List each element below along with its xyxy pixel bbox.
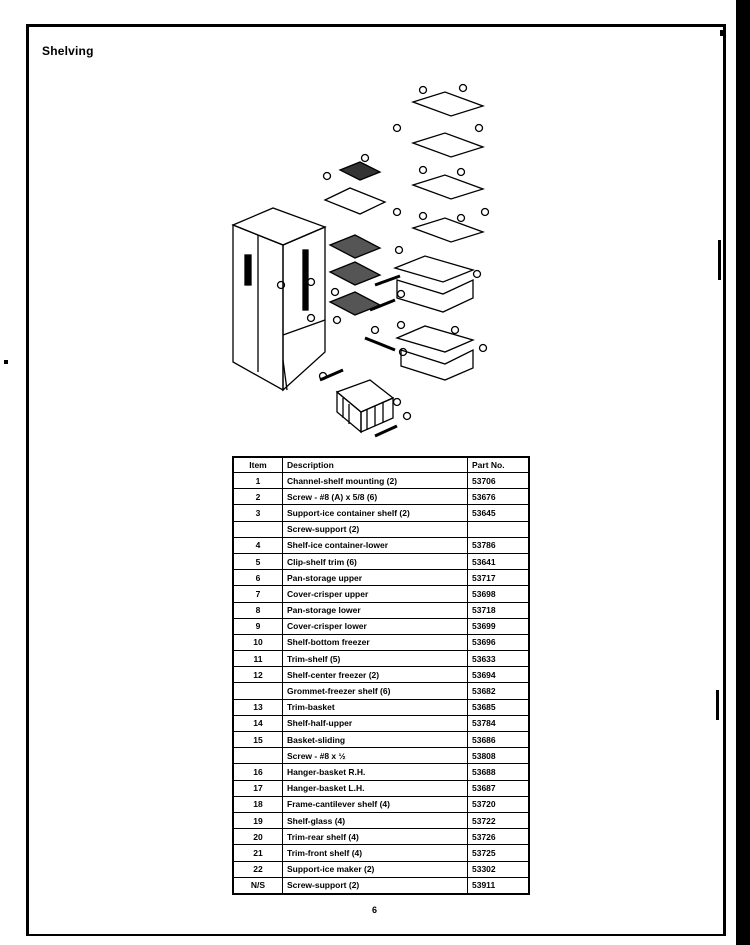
row-item: 18 <box>233 796 283 812</box>
row-description: Trim-basket <box>283 699 468 715</box>
row-part-number: 53687 <box>468 780 530 796</box>
row-item: 8 <box>233 602 283 618</box>
table-row <box>233 812 529 828</box>
row-description: Pan-storage upper <box>283 570 468 586</box>
callout-markers <box>278 85 489 420</box>
row-description: Cover-crisper upper <box>283 586 468 602</box>
section-title: Shelving <box>42 44 94 58</box>
row-part-number: 53784 <box>468 715 530 731</box>
row-item <box>233 521 283 537</box>
row-item: 20 <box>233 829 283 845</box>
row-part-number: 53696 <box>468 634 530 650</box>
row-part-number: 53786 <box>468 537 530 553</box>
scan-edge-strip <box>736 0 750 945</box>
row-part-number: 53911 <box>468 877 530 894</box>
row-item: 21 <box>233 845 283 861</box>
row-part-number: 53302 <box>468 861 530 877</box>
row-part-number: 53688 <box>468 764 530 780</box>
table-row <box>233 505 529 521</box>
row-part-number: 53706 <box>468 473 530 489</box>
row-item: 3 <box>233 505 283 521</box>
row-part-number: 53808 <box>468 748 530 764</box>
row-item: 15 <box>233 732 283 748</box>
row-item <box>233 748 283 764</box>
row-item: 9 <box>233 618 283 634</box>
row-description: Support-ice maker (2) <box>283 861 468 877</box>
row-item: 6 <box>233 570 283 586</box>
exploded-parts-diagram <box>225 80 525 445</box>
row-item: 1 <box>233 473 283 489</box>
refrigerator-cabinet <box>233 208 325 390</box>
table-row <box>233 618 529 634</box>
row-description: Screw - #8 x ½ <box>283 748 468 764</box>
table-row <box>233 553 529 569</box>
row-description: Shelf-center freezer (2) <box>283 667 468 683</box>
parts-table <box>232 456 530 895</box>
table-row <box>233 732 529 748</box>
row-description: Shelf-bottom freezer <box>283 634 468 650</box>
row-item: 7 <box>233 586 283 602</box>
header-item: Item <box>233 457 283 473</box>
header-part-number: Part No. <box>468 457 530 473</box>
row-description: Screw - #8 (A) x 5/8 (6) <box>283 489 468 505</box>
row-item: 13 <box>233 699 283 715</box>
row-description: Grommet-freezer shelf (6) <box>283 683 468 699</box>
row-item: 22 <box>233 861 283 877</box>
table-row <box>233 683 529 699</box>
row-description: Trim-front shelf (4) <box>283 845 468 861</box>
row-description: Support-ice container shelf (2) <box>283 505 468 521</box>
row-description: Cover-crisper lower <box>283 618 468 634</box>
table-row <box>233 877 529 894</box>
table-row <box>233 521 529 537</box>
row-part-number: 53699 <box>468 618 530 634</box>
table-row <box>233 780 529 796</box>
table-row <box>233 667 529 683</box>
row-part-number: 53676 <box>468 489 530 505</box>
freezer-shelves <box>325 162 400 350</box>
row-description: Frame-cantilever shelf (4) <box>283 796 468 812</box>
row-item: 16 <box>233 764 283 780</box>
table-row <box>233 699 529 715</box>
table-row <box>233 796 529 812</box>
row-part-number: 53641 <box>468 553 530 569</box>
row-item <box>233 683 283 699</box>
row-part-number: 53686 <box>468 732 530 748</box>
row-description: Shelf-glass (4) <box>283 812 468 828</box>
row-part-number: 53645 <box>468 505 530 521</box>
table-row <box>233 748 529 764</box>
sliding-basket <box>320 370 397 436</box>
header-description: Description <box>283 457 468 473</box>
row-description: Screw-support (2) <box>283 877 468 894</box>
table-row <box>233 845 529 861</box>
table-row <box>233 634 529 650</box>
row-item: 10 <box>233 634 283 650</box>
table-row <box>233 651 529 667</box>
table-row <box>233 715 529 731</box>
row-part-number: 53685 <box>468 699 530 715</box>
row-item: 4 <box>233 537 283 553</box>
page-number: 6 <box>372 905 378 915</box>
row-part-number: 53726 <box>468 829 530 845</box>
row-item: 2 <box>233 489 283 505</box>
row-part-number: 53633 <box>468 651 530 667</box>
row-item: 11 <box>233 651 283 667</box>
row-item: 17 <box>233 780 283 796</box>
row-item: 14 <box>233 715 283 731</box>
row-part-number: 53717 <box>468 570 530 586</box>
row-description: Hanger-basket L.H. <box>283 780 468 796</box>
row-part-number: 53722 <box>468 812 530 828</box>
row-part-number: 53694 <box>468 667 530 683</box>
row-part-number: 53682 <box>468 683 530 699</box>
row-description: Pan-storage lower <box>283 602 468 618</box>
row-description: Screw-support (2) <box>283 521 468 537</box>
row-item: 5 <box>233 553 283 569</box>
table-header-row <box>233 457 529 473</box>
row-description: Hanger-basket R.H. <box>283 764 468 780</box>
row-part-number <box>468 521 530 537</box>
row-description: Basket-sliding <box>283 732 468 748</box>
row-part-number: 53725 <box>468 845 530 861</box>
parts-table-body <box>233 473 529 894</box>
row-description: Clip-shelf trim (6) <box>283 553 468 569</box>
table-row <box>233 570 529 586</box>
row-description: Channel-shelf mounting (2) <box>283 473 468 489</box>
row-description: Shelf-ice container-lower <box>283 537 468 553</box>
crisper-pans <box>395 256 473 380</box>
row-item: 19 <box>233 812 283 828</box>
table-row <box>233 586 529 602</box>
row-item: 12 <box>233 667 283 683</box>
row-part-number: 53720 <box>468 796 530 812</box>
table-row <box>233 764 529 780</box>
table-row <box>233 537 529 553</box>
table-row <box>233 602 529 618</box>
table-row <box>233 861 529 877</box>
row-item: N/S <box>233 877 283 894</box>
table-row <box>233 473 529 489</box>
row-part-number: 53718 <box>468 602 530 618</box>
table-row <box>233 489 529 505</box>
row-description: Trim-rear shelf (4) <box>283 829 468 845</box>
row-description: Shelf-half-upper <box>283 715 468 731</box>
table-row <box>233 829 529 845</box>
row-description: Trim-shelf (5) <box>283 651 468 667</box>
row-part-number: 53698 <box>468 586 530 602</box>
